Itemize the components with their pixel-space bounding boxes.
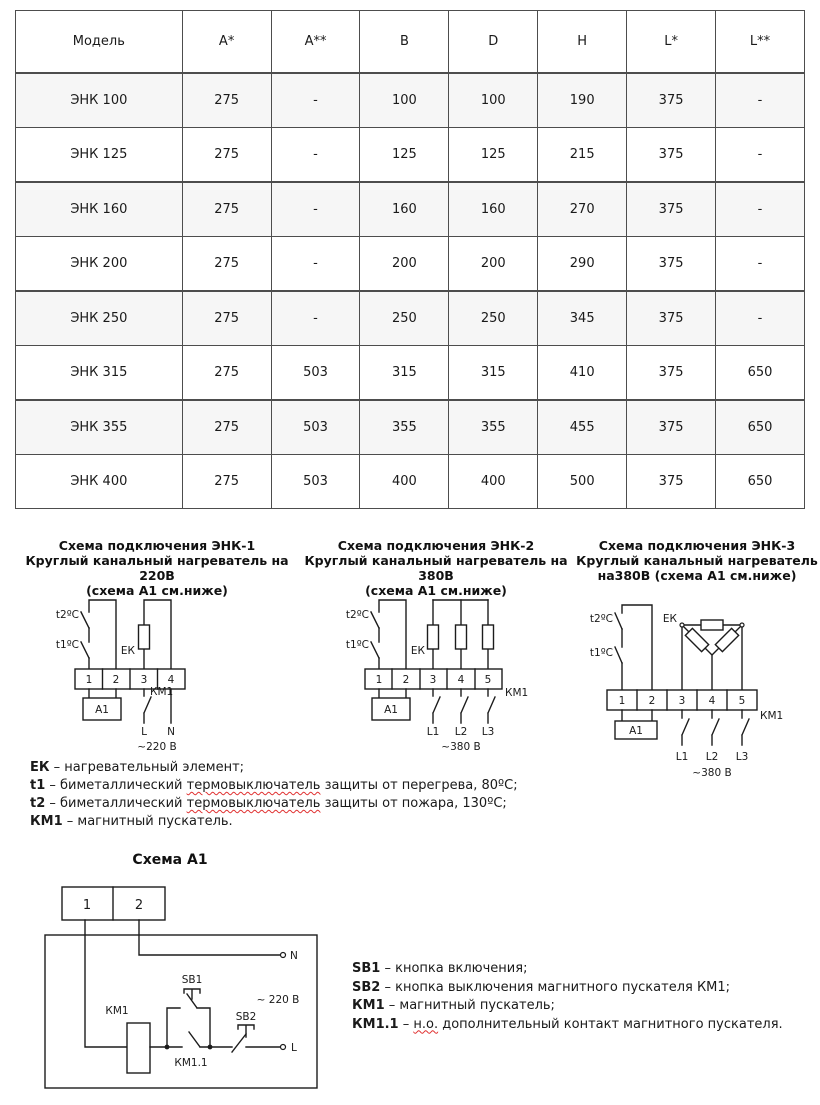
sb1-branch [165, 989, 210, 1049]
value-cell: 100 [449, 73, 538, 128]
value-cell: - [716, 182, 805, 237]
legend-misspelled: термовыключатель [186, 778, 321, 793]
t2-label: t2ºC [55, 609, 79, 621]
enk1-wiring-diagram [33, 592, 261, 754]
table-row [16, 346, 805, 401]
value-cell: - [271, 73, 360, 128]
value-cell: 375 [627, 73, 716, 128]
terminal-2: 2 [112, 674, 120, 686]
value-cell: 375 [627, 346, 716, 401]
terminal-4: 4 [708, 695, 716, 707]
legend-line [30, 813, 518, 831]
terminal-4: 4 [167, 674, 175, 686]
legend-line [30, 759, 518, 777]
ek-label: ЕК [662, 613, 677, 625]
terminal-strip [365, 669, 502, 689]
value-cell: 275 [182, 73, 271, 128]
enk2-wiring-diagram [330, 592, 565, 754]
spec-table-header-row [16, 11, 805, 74]
value-cell: 503 [271, 455, 360, 509]
voltage-label: ~380 В [441, 741, 481, 753]
value-cell: 400 [360, 455, 449, 509]
value-cell: 275 [182, 128, 271, 183]
contactor-switches [682, 710, 749, 745]
a1-block [83, 689, 121, 720]
value-cell: 650 [716, 455, 805, 509]
value-cell: 190 [538, 73, 627, 128]
sb2-label: SB2 [235, 1011, 257, 1023]
value-cell: 125 [449, 128, 538, 183]
value-cell: 250 [360, 291, 449, 346]
column-header: L* [627, 11, 716, 74]
enk2-title-line3: (схема А1 см.ниже) [365, 583, 507, 598]
value-cell: 400 [449, 455, 538, 509]
t1-label: t1ºC [345, 639, 369, 651]
legend-text: – кнопка выключения магнитного пускателя КМ1; [384, 979, 731, 995]
legend-text: защиты от перегрева, 80ºС; [320, 778, 518, 793]
phase-l2-label: L2 [454, 726, 468, 738]
value-cell: 275 [182, 182, 271, 237]
enk3-title-line3: на380В (схема А1 см.ниже) [597, 568, 797, 583]
value-cell: 355 [360, 400, 449, 455]
value-cell: 270 [538, 182, 627, 237]
neutral-label: N [167, 726, 175, 738]
enk3-title-line1: Схема подключения ЭНК-3 [598, 538, 796, 553]
terminal-2: 2 [134, 898, 144, 913]
legend-term: КМ1 [352, 998, 385, 1013]
value-cell: 375 [627, 128, 716, 183]
legend-text: дополнительный контакт магнитного пускателя. [438, 1016, 783, 1032]
value-cell: 375 [627, 455, 716, 509]
neutral-label: N [290, 950, 298, 962]
phase-l1-label: L1 [675, 751, 689, 763]
value-cell: - [716, 128, 805, 183]
value-cell: 355 [449, 400, 538, 455]
legend-line [30, 777, 518, 795]
legend-term: SB2 [352, 979, 381, 995]
enk3-title [574, 538, 820, 583]
terminal-1: 1 [618, 695, 626, 707]
legend-term: SB1 [352, 961, 381, 976]
heater-resistor [428, 625, 439, 649]
a1-legend [352, 960, 783, 1034]
terminal-strip [607, 690, 757, 710]
column-header: D [449, 11, 538, 74]
table-row [16, 455, 805, 509]
column-header: Модель [16, 11, 183, 74]
value-cell: - [271, 291, 360, 346]
value-cell: 375 [627, 291, 716, 346]
value-cell: 125 [360, 128, 449, 183]
km1-coil [127, 1023, 167, 1073]
value-cell: 275 [182, 237, 271, 292]
enk3-wiring-diagram [585, 592, 820, 784]
legend-text: – [402, 1016, 414, 1032]
legend-text: – биметаллический [49, 796, 187, 811]
phase-l3-label: L3 [481, 726, 495, 738]
value-cell: 275 [182, 400, 271, 455]
terminal-5: 5 [738, 695, 746, 707]
model-cell: ЭНК 400 [16, 455, 183, 509]
km11-label: КМ1.1 [174, 1057, 208, 1069]
column-header: H [538, 11, 627, 74]
schema-a1-title: Схема А1 [132, 852, 208, 868]
legend-term: КМ1.1 [352, 1016, 399, 1032]
ek-label: ЕК [410, 645, 425, 657]
value-cell: 503 [271, 400, 360, 455]
voltage-label: ~220 В [137, 741, 177, 753]
spec-table-wrap [15, 10, 805, 509]
legend-line [352, 960, 783, 979]
km1-label: КМ1 [760, 710, 784, 722]
legend-misspelled: н.о. [413, 1016, 439, 1032]
component-legend [30, 759, 518, 831]
value-cell: 275 [182, 291, 271, 346]
km11-contact [167, 1032, 212, 1049]
heater-resistor [139, 625, 150, 649]
terminal-3: 3 [429, 674, 437, 686]
value-cell: 650 [716, 346, 805, 401]
ek-label: ЕК [120, 645, 135, 657]
phase-label: L [291, 1042, 297, 1054]
terminal-2: 2 [402, 674, 410, 686]
terminal-3: 3 [678, 695, 686, 707]
value-cell: 503 [271, 346, 360, 401]
legend-text: – магнитный пускатель. [66, 814, 233, 829]
model-cell: ЭНК 125 [16, 128, 183, 183]
value-cell: 500 [538, 455, 627, 509]
model-cell: ЭНК 160 [16, 182, 183, 237]
value-cell: 315 [449, 346, 538, 401]
a1-label: А1 [629, 725, 643, 737]
km1-label: КМ1 [505, 687, 529, 699]
model-cell: ЭНК 355 [16, 400, 183, 455]
table-row [16, 400, 805, 455]
thermo-loop [615, 605, 652, 690]
legend-text: – нагревательный элемент; [53, 760, 245, 775]
table-row [16, 291, 805, 346]
km1-label: КМ1 [150, 686, 174, 698]
heater-resistor [715, 628, 738, 651]
value-cell: 650 [716, 400, 805, 455]
value-cell: 200 [449, 237, 538, 292]
value-cell: - [716, 73, 805, 128]
thermo-loop [81, 600, 116, 669]
neutral-wire [139, 920, 286, 958]
enk1-title-line3: (схема А1 см.ниже) [86, 583, 228, 598]
heater-resistor [456, 625, 467, 649]
t2-label: t2ºC [345, 609, 369, 621]
terminal-1: 1 [375, 674, 383, 686]
heater-resistor [483, 625, 494, 649]
value-cell: 375 [627, 400, 716, 455]
legend-line [30, 795, 518, 813]
value-cell: 200 [360, 237, 449, 292]
sb1-label: SB1 [181, 974, 203, 986]
legend-text: – биметаллический [49, 778, 187, 793]
value-cell: 160 [449, 182, 538, 237]
legend-line [352, 997, 783, 1016]
legend-line [352, 1016, 783, 1035]
column-header: L** [716, 11, 805, 74]
phase-l2-label: L2 [705, 751, 719, 763]
column-header: A** [271, 11, 360, 74]
value-cell: 375 [627, 237, 716, 292]
terminal-4: 4 [457, 674, 465, 686]
legend-text: – магнитный пускатель; [388, 998, 555, 1013]
phase-wire [85, 920, 127, 1047]
terminal-strip [62, 887, 165, 920]
heater-branch [428, 600, 494, 669]
phase-label: L [141, 726, 147, 738]
column-header: A* [182, 11, 271, 74]
terminal-1: 1 [82, 898, 92, 913]
table-row [16, 237, 805, 292]
heater-resistor [701, 620, 723, 630]
contactor-switches [433, 689, 495, 723]
enk2-title-line2: Круглый канальный нагреватель на 380В [304, 553, 568, 583]
value-cell: 275 [182, 455, 271, 509]
enk1-title-line2: Круглый канальный нагреватель на 220В [25, 553, 289, 583]
value-cell: 345 [538, 291, 627, 346]
model-cell: ЭНК 315 [16, 346, 183, 401]
value-cell: 455 [538, 400, 627, 455]
phase-l3-label: L3 [735, 751, 749, 763]
value-cell: 215 [538, 128, 627, 183]
enk2-title [296, 538, 576, 598]
legend-term: ЕК [30, 760, 50, 775]
legend-misspelled: термовыключатель [186, 796, 321, 811]
value-cell: 375 [627, 182, 716, 237]
value-cell: 410 [538, 346, 627, 401]
enk1-title [16, 538, 298, 598]
a1-label: А1 [384, 704, 398, 716]
thermo-loop [371, 600, 406, 669]
value-cell: 250 [449, 291, 538, 346]
value-cell: 315 [360, 346, 449, 401]
legend-text: – кнопка включения; [384, 961, 528, 976]
legend-term: t2 [30, 796, 46, 811]
value-cell: 160 [360, 182, 449, 237]
table-row [16, 73, 805, 128]
table-row [16, 182, 805, 237]
value-cell: - [271, 182, 360, 237]
table-row [16, 128, 805, 183]
value-cell: - [271, 237, 360, 292]
terminal-1: 1 [85, 674, 93, 686]
enk1-title-line1: Схема подключения ЭНК-1 [58, 538, 256, 553]
spec-table-body [16, 73, 805, 509]
legend-term: t1 [30, 778, 46, 793]
schema-a1-diagram [25, 875, 355, 1097]
enk2-title-line1: Схема подключения ЭНК-2 [337, 538, 535, 553]
value-cell: - [271, 128, 360, 183]
a1-label: А1 [95, 704, 109, 716]
value-cell: 100 [360, 73, 449, 128]
spec-table [15, 10, 805, 509]
terminal-5: 5 [484, 674, 492, 686]
legend-term: КМ1 [30, 814, 63, 829]
value-cell: 290 [538, 237, 627, 292]
legend-text: защиты от пожара, 130ºС; [320, 796, 507, 811]
heater-resistor [685, 628, 708, 651]
value-cell: - [716, 291, 805, 346]
terminal-3: 3 [140, 674, 148, 686]
model-cell: ЭНК 250 [16, 291, 183, 346]
column-header: B [360, 11, 449, 74]
voltage-label: ~ 220 В [256, 994, 300, 1006]
sb2-contact [210, 1025, 286, 1052]
terminal-2: 2 [648, 695, 656, 707]
value-cell: - [716, 237, 805, 292]
legend-line [352, 979, 783, 998]
enk3-title-line2: Круглый канальный нагреватель [576, 553, 818, 568]
phase-l1-label: L1 [426, 726, 440, 738]
t1-label: t1ºC [55, 639, 79, 651]
heater-branch [139, 600, 172, 669]
value-cell: 275 [182, 346, 271, 401]
km1-label: КМ1 [105, 1005, 129, 1017]
model-cell: ЭНК 200 [16, 237, 183, 292]
voltage-label: ~380 В [692, 767, 732, 779]
a1-block [615, 710, 657, 739]
t1-label: t1ºC [589, 647, 613, 659]
t2-label: t2ºC [589, 613, 613, 625]
heater-delta [680, 620, 744, 690]
model-cell: ЭНК 100 [16, 73, 183, 128]
a1-block [372, 689, 410, 720]
